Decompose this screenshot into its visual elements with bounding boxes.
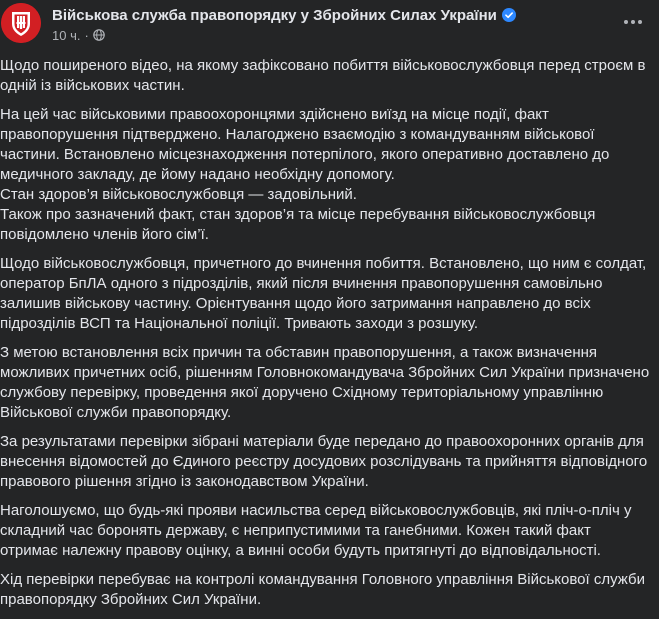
post-paragraph: Хід перевірки перебуває на контролі командування Головного управління Військової служби правопорядку Збройних Сил України.	[0, 571, 645, 608]
page-name-link[interactable]	[52, 7, 516, 24]
post-paragraph: На цей час військовими правоохоронцями здійснено виїзд на місце події, факт правопорушення підтверджено. Налагоджено взаємодію з командуванням військової частини. Встановлено місцезнаходження потерпілого, якого оперативно доставлено до медичного закладу, де йому надано необхідну допомогу. Стан здоров’я військовослужбовця — задовільний. Також про зазначений факт, стан здоров’я та місце перебування військовослужбовця повідомлено членів його сім’ї.	[0, 106, 610, 243]
more-options-dot	[631, 20, 635, 24]
post-paragraph: З метою встановлення всіх причин та обставин правопорушення, а також визначення можливих причетних осіб, рішенням Головнокомандувача Збройних Сил України призначено службову перевірку, проведення якої доручено Східному територіальному управлінню Військової служби правопорядку.	[0, 344, 650, 421]
post-paragraph: Щодо поширеного відео, на якому зафіксовано побиття військовослужбовця перед строєм в одній із військових частин.	[0, 57, 646, 94]
post-paragraph: Щодо військовослужбовця, причетного до вчинення побиття. Встановлено, що ним є солдат, оператор БпЛА одного з підрозділів, який після вчинення правопорушення самовільно залишив військову частину. Орієнтування щодо його затримання направлено до всіх підрозділів ВСП та Національної поліції. Тривають заходи з розшуку.	[0, 255, 647, 332]
page-avatar[interactable]	[1, 3, 41, 43]
more-options-icon	[624, 20, 628, 24]
post-paragraph: Наголошуємо, що будь-які прояви насильства серед військовослужбовців, які пліч-о-пліч у складний час боронять державу, є неприпустимими та ганебними. Кожен такий факт отримає належну правову оцінку, а винні особи будуть притягнуті до відповідальності.	[0, 502, 632, 559]
verified-badge-icon	[502, 8, 516, 22]
post-meta	[52, 28, 105, 43]
more-options-dot	[638, 20, 642, 24]
post-body	[0, 56, 650, 619]
more-options-button[interactable]	[617, 6, 649, 38]
post-time[interactable]: 10 ч.	[52, 28, 81, 43]
post-paragraph: За результатами перевірки зібрані матеріали буде передано до правоохоронних органів для внесення відомостей до Єдиного реєстру досудових розслідувань та прийняття відповідного правового рішення згідно із законодавством України.	[0, 433, 648, 490]
meta-separator: ·	[84, 28, 89, 43]
post-header	[0, 0, 659, 52]
globe-icon[interactable]	[93, 29, 105, 41]
page-name-text[interactable]: Військова служба правопорядку у Збройних Силах України	[52, 7, 497, 24]
shield-logo	[1, 3, 41, 43]
